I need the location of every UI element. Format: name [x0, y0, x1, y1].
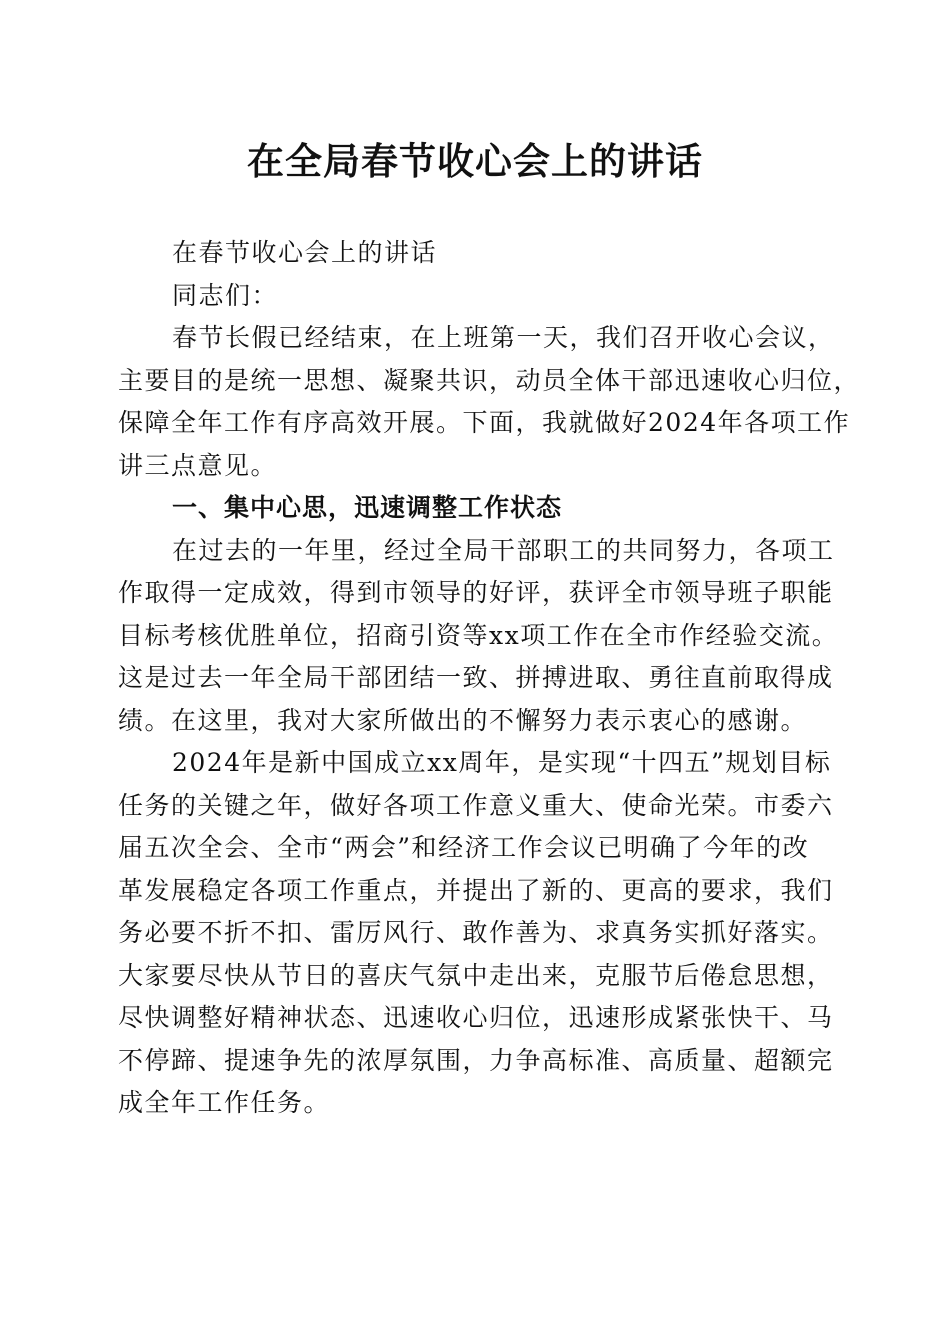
document-title: 在全局春节收心会上的讲话 [247, 139, 703, 183]
salutation-line: 同志们： [172, 280, 279, 310]
paragraph-3-line: 不停蹄、提速争先的浓厚氛围，力争高标准、高质量、超额完 [118, 1045, 834, 1075]
paragraph-1-line: 春节长假已经结束，在上班第一天，我们召开收心会议， [172, 323, 835, 352]
paragraph-3-line: 革发展稳定各项工作重点，并提出了新的、更高的要求，我们 [118, 875, 834, 905]
subtitle-line: 在春节收心会上的讲话 [172, 238, 438, 267]
paragraph-3-line: 届五次全会、全市“两会”和经济工作会议已明确了今年的改 [118, 833, 810, 862]
paragraph-3-line: 务必要不折不扣、雷厉风行、敢作善为、求真务实抓好落实。 [118, 918, 834, 947]
paragraph-2-line: 目标考核优胜单位，招商引资等xx项工作在全市作经验交流。 [118, 620, 839, 650]
paragraph-3-line: 大家要尽快从节日的喜庆气氛中走出来，克服节后倦怠思想， [118, 960, 834, 990]
paragraph-2-line: 绩。在这里，我对大家所做出的不懈努力表示衷心的感谢。 [118, 705, 808, 735]
paragraph-2-line: 作取得一定成效，得到市领导的好评，获评全市领导班子职能 [118, 578, 834, 607]
document-body [118, 232, 861, 1125]
paragraph-3-line: 任务的关键之年，做好各项工作意义重大、使命光荣。市委六 [118, 790, 834, 820]
paragraph-2-line: 这是过去一年全局干部团结一致、拼搏进取、勇往直前取得成 [118, 663, 834, 692]
paragraph-1-line: 讲三点意见。 [118, 450, 278, 480]
paragraph-1-line: 保障全年工作有序高效开展。下面，我就做好2024年各项工作 [118, 408, 851, 437]
paragraph-2-line: 在过去的一年里，经过全局干部职工的共同努力，各项工 [172, 535, 835, 565]
section-1-heading: 一、集中心思，迅速调整工作状态 [172, 493, 563, 522]
paragraph-3-line: 成全年工作任务。 [118, 1088, 331, 1117]
paragraph-1-line: 主要目的是统一思想、凝聚共识，动员全体干部迅速收心归位， [118, 365, 861, 395]
paragraph-3-line: 2024年是新中国成立xx周年，是实现“十四五”规划目标 [172, 748, 832, 777]
paragraph-3-line: 尽快调整好精神状态、迅速收心归位，迅速形成紧张快干、马 [118, 1003, 834, 1032]
